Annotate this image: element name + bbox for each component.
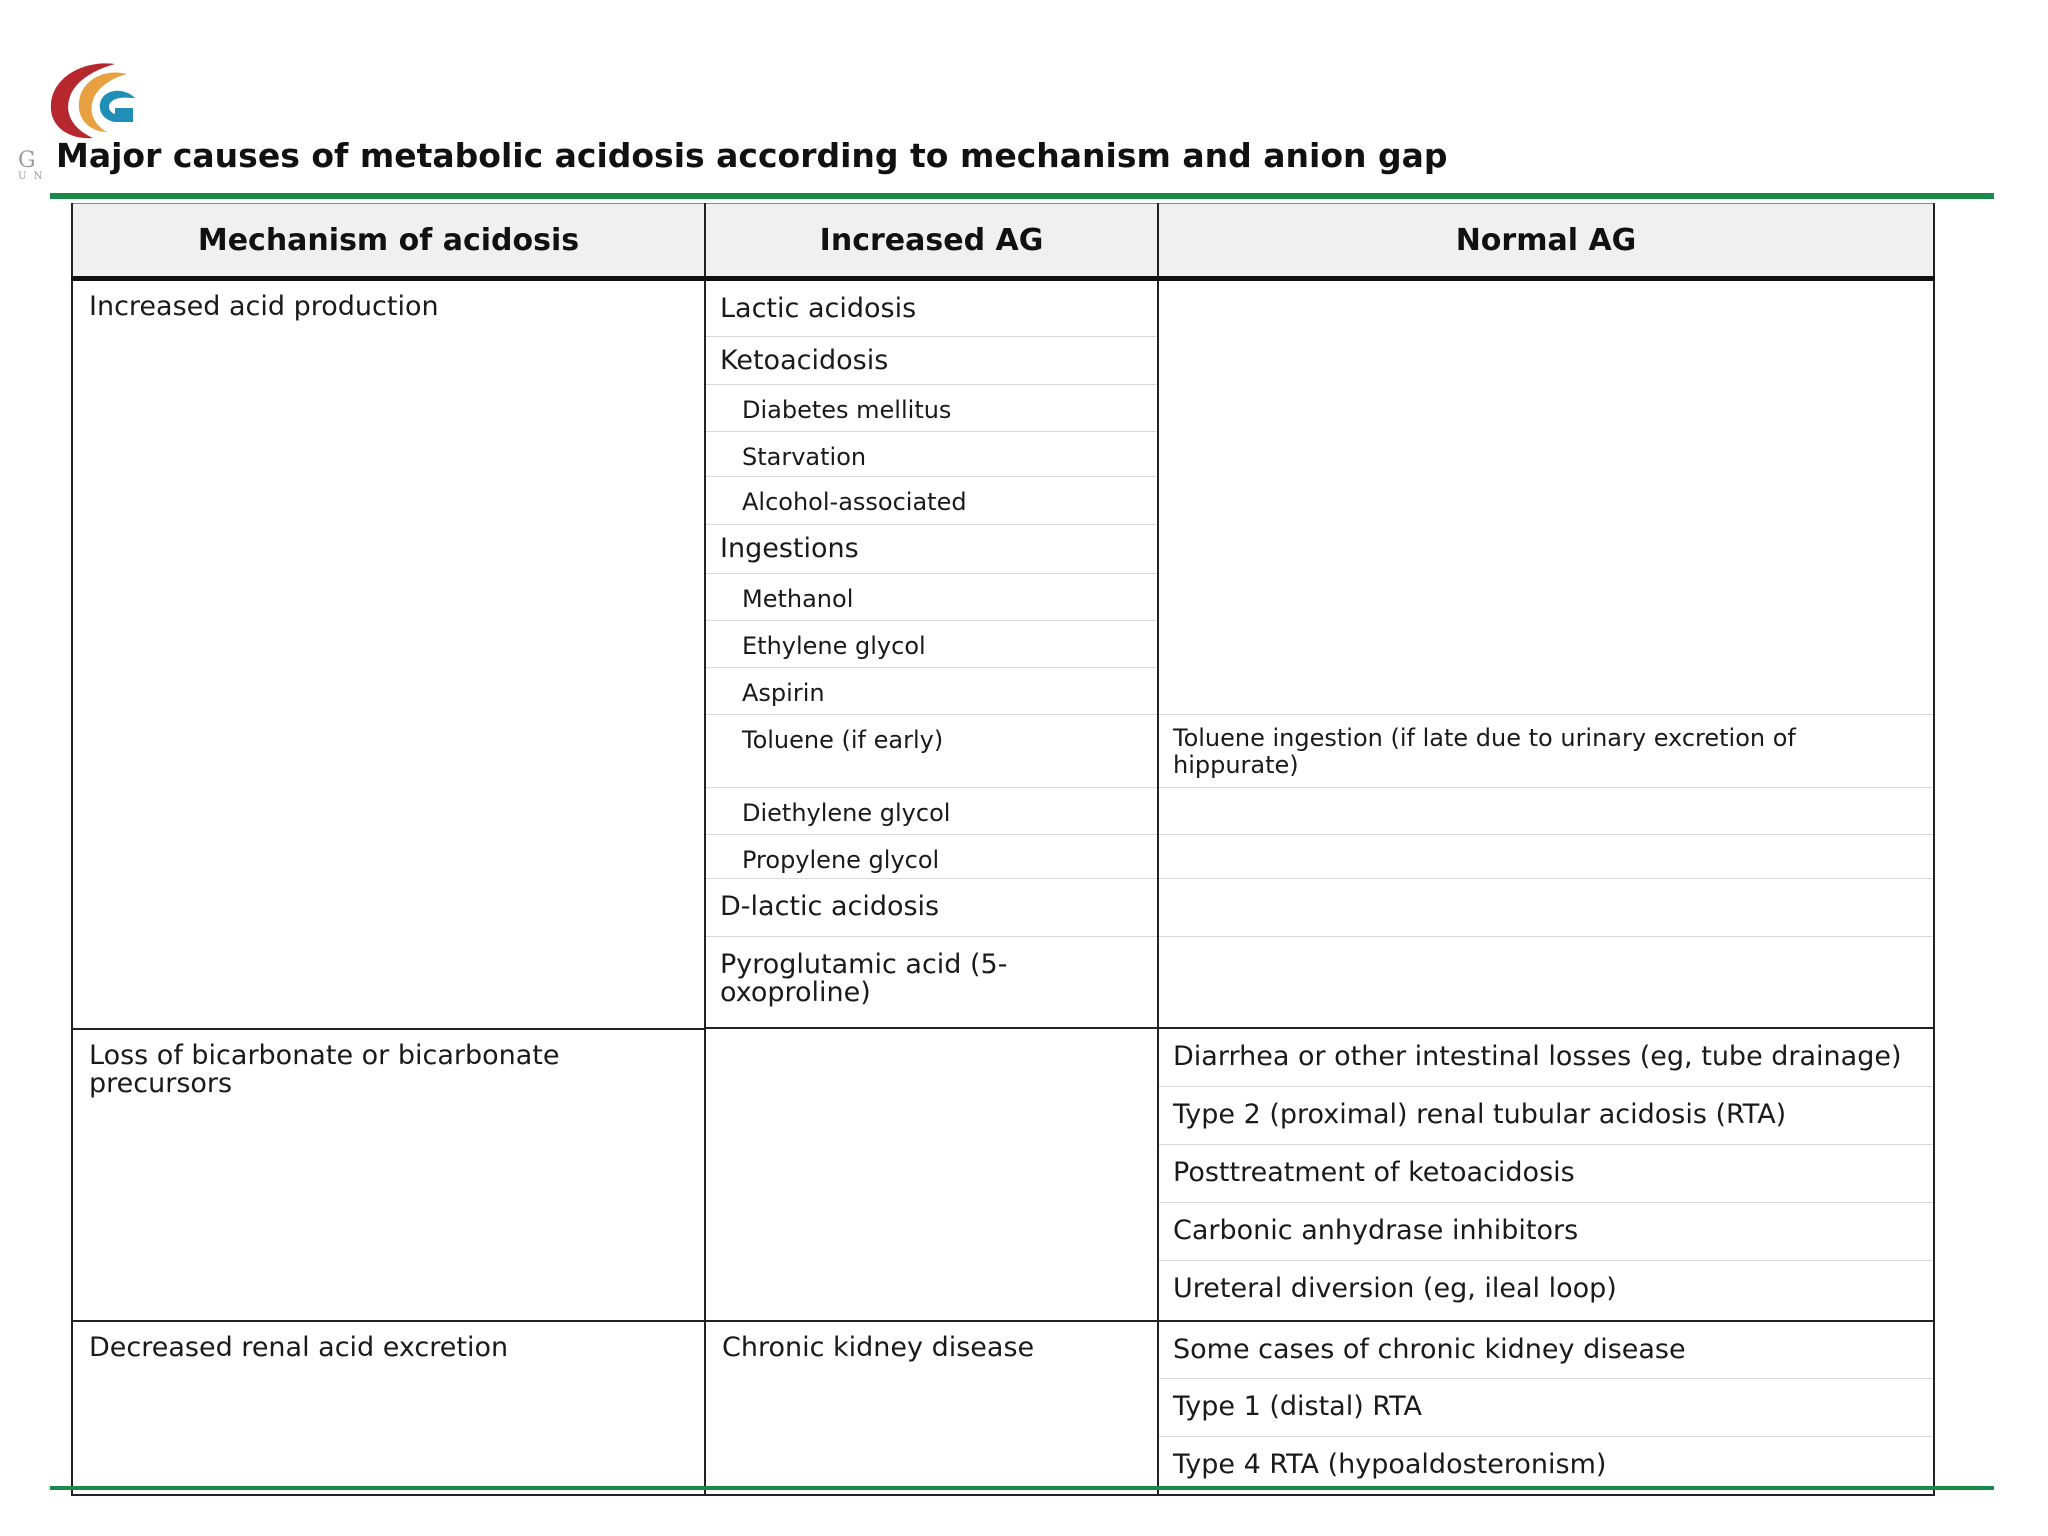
increased-ag-subcell: Starvation [705,432,1158,477]
bottom-rule [50,1486,1994,1490]
normal-ag-cell: Type 2 (proximal) renal tubular acidosis (RTA) [1158,1087,1934,1145]
increased-ag-subcell: Toluene (if early) [705,715,1158,788]
increased-ag-cell: Lactic acidosis [705,279,1158,337]
increased-ag-subcell: Propylene glycol [705,835,1158,879]
table-row [72,1321,1934,1379]
increased-ag-empty-cell [705,1029,1158,1321]
normal-ag-cell: Diarrhea or other intestinal losses (eg, tube drainage) [1158,1029,1934,1087]
normal-ag-cell: Type 4 RTA (hypoaldosteronism) [1158,1437,1934,1495]
normal-ag-cell: Carbonic anhydrase inhibitors [1158,1203,1934,1261]
normal-ag-empty-cell [1158,279,1934,715]
mechanism-cell: Increased acid production [72,279,705,1029]
page-title: Major causes of metabolic acidosis according to mechanism and anion gap [56,136,1448,175]
table-header-row [72,204,1934,279]
increased-ag-cell: Ketoacidosis [705,337,1158,385]
normal-ag-cell: Toluene ingestion (if late due to urinary excretion of hippurate) [1158,715,1934,788]
normal-ag-empty-cell [1158,879,1934,937]
normal-ag-cell: Type 1 (distal) RTA [1158,1379,1934,1437]
causes-table [71,203,1935,1496]
increased-ag-cell: D-lactic acidosis [705,879,1158,937]
increased-ag-subcell: Aspirin [705,668,1158,715]
header-mechanism: Mechanism of acidosis [72,204,705,279]
side-watermark: G U N [18,148,45,182]
normal-ag-empty-cell [1158,937,1934,1028]
increased-ag-subcell: Ethylene glycol [705,621,1158,668]
increased-ag-subcell: Alcohol-associated [705,477,1158,525]
increased-ag-cell: Chronic kidney disease [705,1321,1158,1495]
title-rule [50,193,1994,199]
normal-ag-empty-cell [1158,835,1934,879]
header-normal-ag: Normal AG [1158,204,1934,279]
table-row [72,1029,1934,1087]
increased-ag-subcell: Diethylene glycol [705,788,1158,835]
increased-ag-cell: Pyroglutamic acid (5-oxoproline) [705,937,1158,1028]
mechanism-cell: Decreased renal acid excretion [72,1321,705,1495]
increased-ag-subcell: Methanol [705,574,1158,621]
table-row [72,279,1934,337]
increased-ag-cell: Ingestions [705,525,1158,574]
normal-ag-empty-cell [1158,788,1934,835]
normal-ag-cell: Ureteral diversion (eg, ileal loop) [1158,1261,1934,1321]
increased-ag-subcell: Diabetes mellitus [705,385,1158,432]
mechanism-cell: Loss of bicarbonate or bicarbonate precursors [72,1029,705,1321]
header-increased-ag: Increased AG [705,204,1158,279]
normal-ag-cell: Some cases of chronic kidney disease [1158,1321,1934,1379]
normal-ag-cell: Posttreatment of ketoacidosis [1158,1145,1934,1203]
logo-icon [45,58,141,142]
